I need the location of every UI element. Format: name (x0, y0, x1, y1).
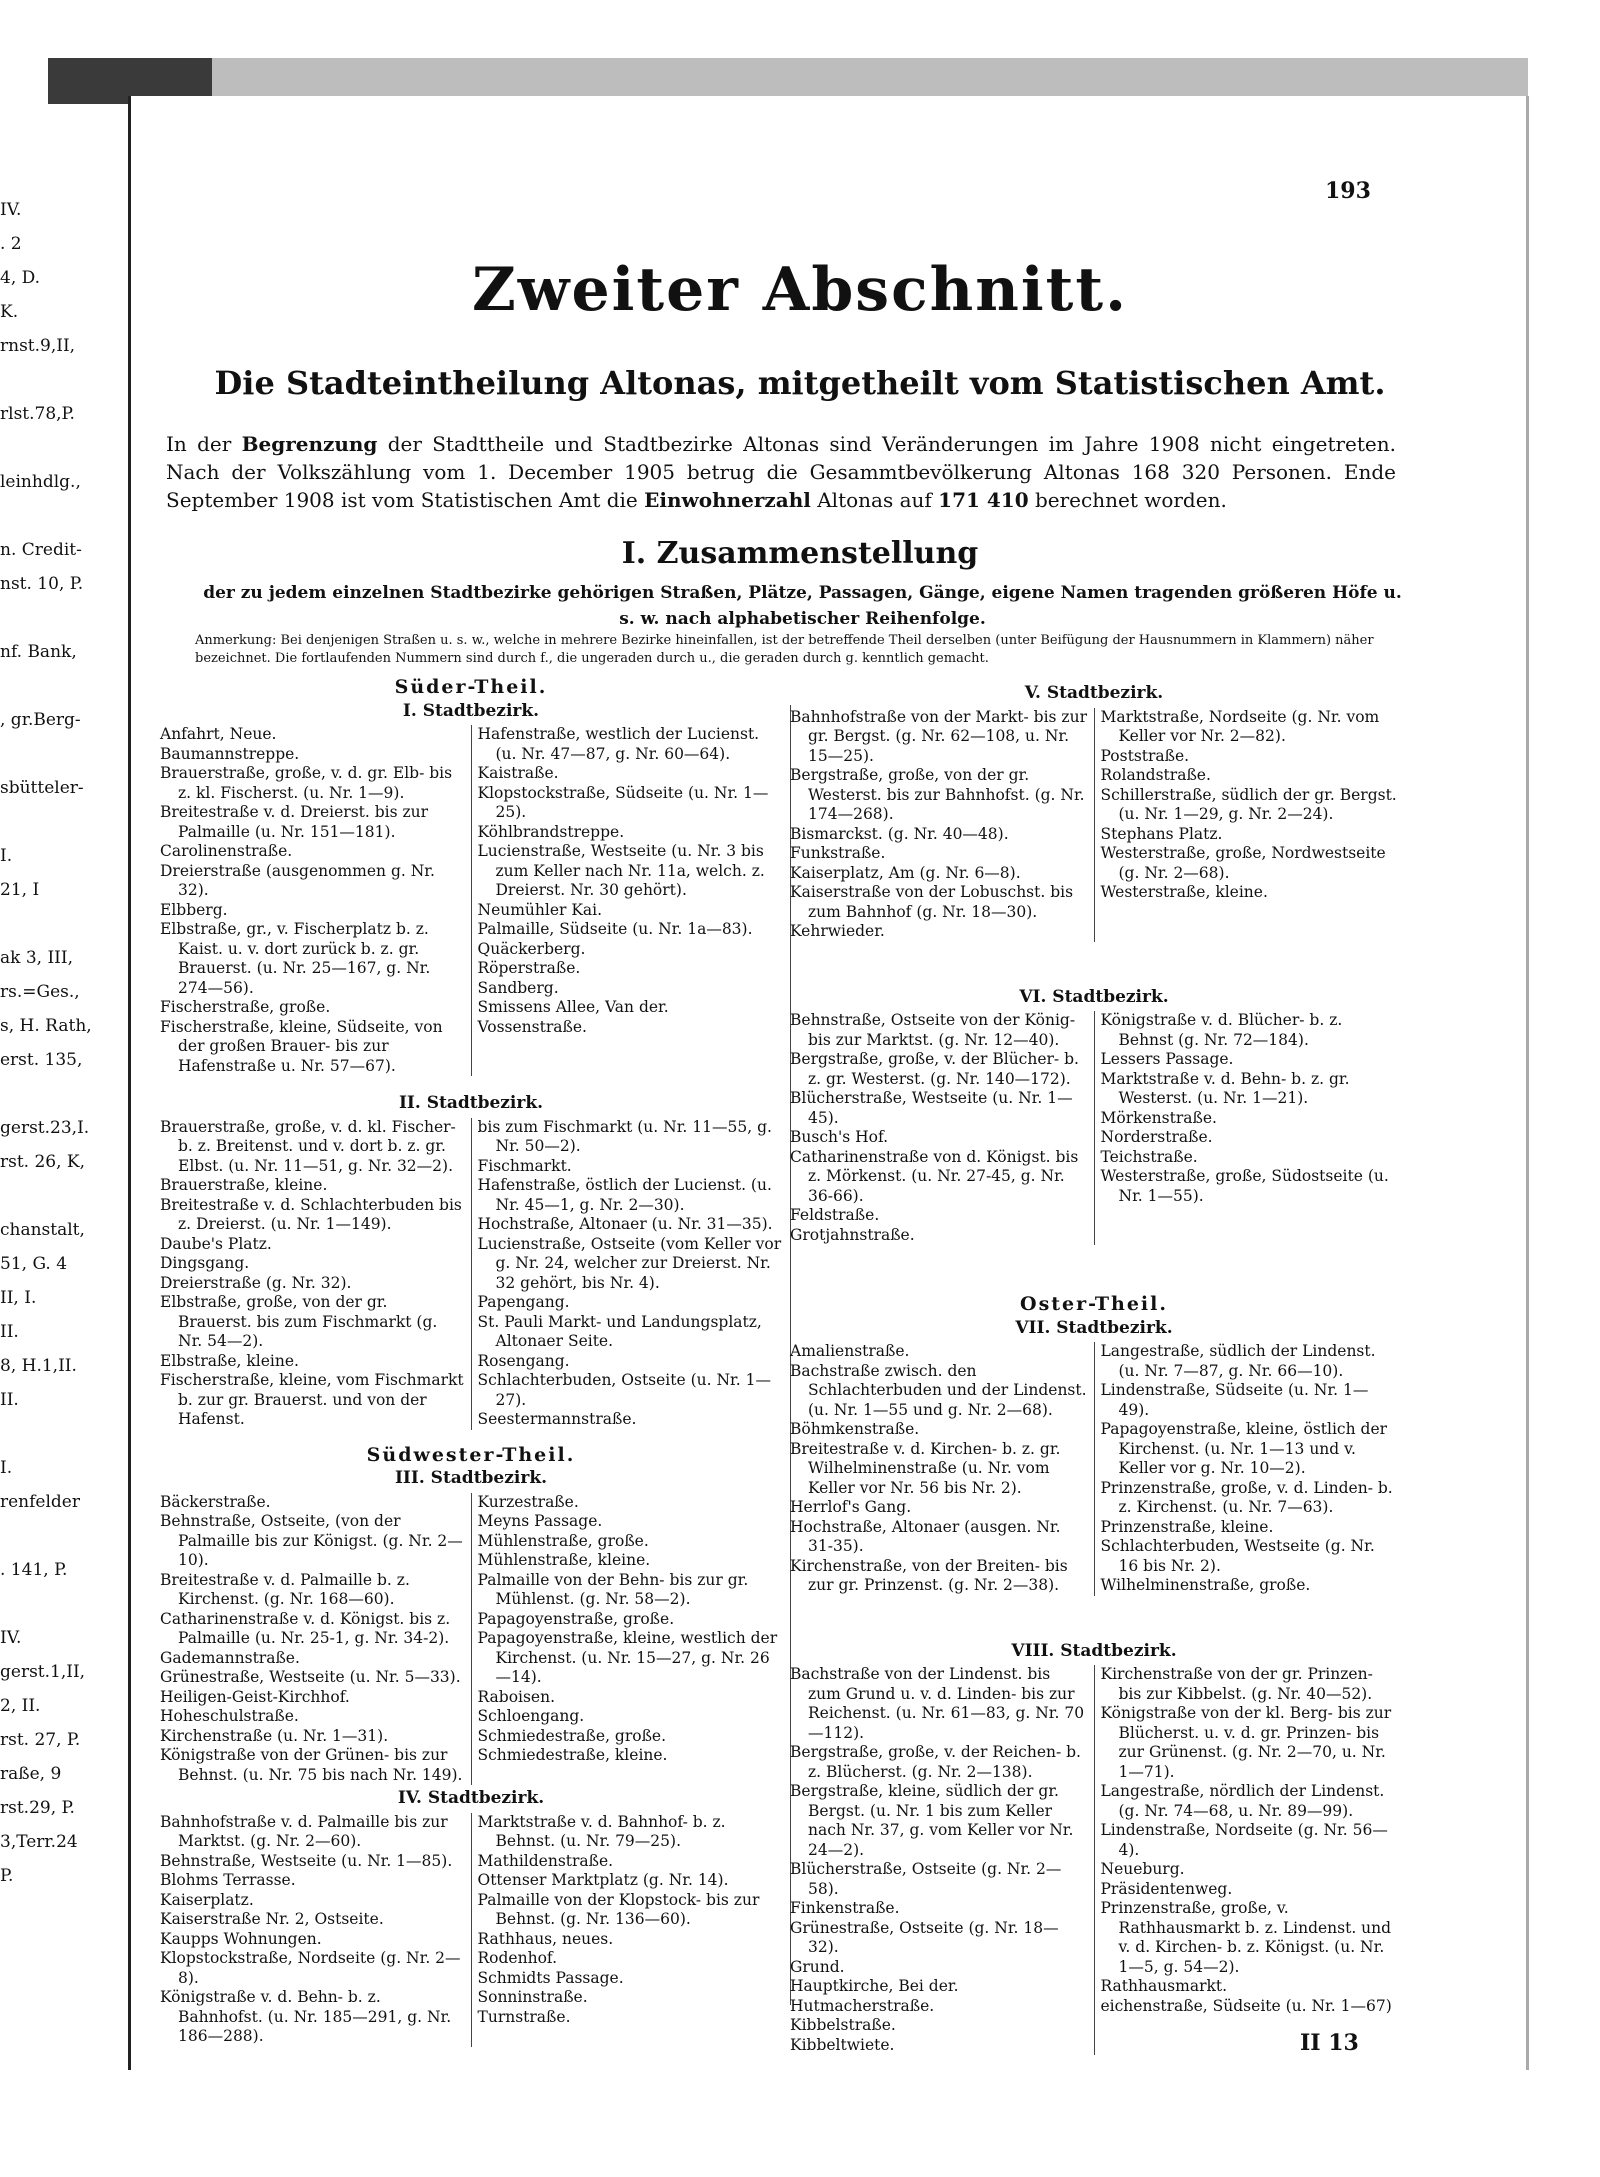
strip-fragment: P. (0, 1866, 14, 1886)
street-entry: Neueburg. (1100, 1860, 1185, 1878)
street-entry: Böhmkenstraße. (790, 1420, 920, 1438)
street-entry: Königstraße v. d. Blücher- b. z. Behnst (g. Nr. 72—184). (1100, 1011, 1343, 1049)
street-entry: Mathildenstraße. (477, 1851, 614, 1870)
bezirk-1-right (472, 725, 783, 1076)
page-number: 193 (1325, 178, 1371, 204)
strip-fragment: renfelder (0, 1492, 80, 1512)
street-entry: Feldstraße. (790, 1206, 880, 1224)
street-entry: Bahnhofstraße v. d. Palmaille bis zur Marktst. (g. Nr. 2—60). (160, 1812, 448, 1850)
street-entry: Sonninstraße. (477, 1988, 588, 2006)
street-entry: Langestraße, südlich der Lindenst. (u. Nr. 7—87, g. Nr. 66—10). (1100, 1342, 1376, 1380)
strip-fragment (0, 812, 118, 846)
remark-note: Anmerkung: Bei denjenigen Straßen u. s. w., welche in mehrere Bezirke hineinfallen, ist der betreffende Theil derselben (unter Beifügung der Hausnummern in Klammern) näher bezeichnet. Die fortlaufenden Nummern sind durch f., die ungeraden durch u., die geraden durch g. kenntlich gemacht. (195, 633, 1374, 666)
bezirk-4-list (160, 1813, 782, 2047)
bezirk-3-left (160, 1493, 472, 1786)
strip-fragment: rst. 27, P. (0, 1730, 81, 1750)
street-entry: Papagoyenstraße, kleine, östlich der Kirchenst. (u. Nr. 1—13 und v. Keller vor g. Nr. 10—2). (1100, 1420, 1388, 1477)
street-entry: eichenstraße, Südseite (u. Nr. 1—67) (1100, 1996, 1392, 2015)
street-entry: Dingsgang. (160, 1254, 250, 1272)
street-entry: Grünestraße, Ostseite (g. Nr. 18—32). (790, 1918, 1059, 1956)
street-entry: Rosengang. (477, 1351, 570, 1370)
bezirk-3-list (160, 1493, 782, 1786)
street-entry: Langestraße, nördlich der Lindenst. (g. Nr. 74—68, u. Nr. 89—99). (1100, 1782, 1385, 1820)
street-entry: Köhlbrandstreppe. (477, 822, 625, 841)
street-entry: Bahnhofstraße von der Markt- bis zur gr. Bergst. (g. Nr. 62—108, u. Nr. 15—25). (790, 707, 1087, 765)
street-entry: Königstraße von der kl. Berg- bis zur Blücherst. u. v. d. gr. Prinzen- bis zur Grünenst. (g. Nr. 2—70, u. Nr. 1—71). (1100, 1704, 1392, 1781)
street-entry: Breitestraße v. d. Schlachterbuden bis z. Dreierst. (u. Nr. 1—149). (160, 1195, 462, 1233)
street-entry: Brauerstraße, große, v. d. gr. Elb- bis z. kl. Fischerst. (u. Nr. 1—9). (160, 764, 453, 802)
street-entry: Vossenstraße. (477, 1017, 587, 1036)
street-entry: Bergstraße, kleine, südlich der gr. Bergst. (u. Nr. 1 bis zum Keller nach Nr. 37, g. vom Keller vor Nr. 24—2). (790, 1782, 1074, 1859)
bezirk-6-list (790, 1011, 1398, 1245)
street-entry: Prinzenstraße, große, v. d. Linden- b. z. Kirchenst. (u. Nr. 7—63). (1100, 1478, 1393, 1516)
strip-fragment: II, I. (0, 1288, 37, 1308)
street-entry: Elbstraße, große, von der gr. Brauerst. bis zum Fischmarkt (g. Nr. 54—2). (160, 1293, 438, 1350)
street-entry: Bäckerstraße. (160, 1492, 271, 1511)
street-entry: Klopstockstraße, Südseite (u. Nr. 1—25). (477, 783, 769, 821)
street-entry: Rodenhof. (477, 1949, 558, 1967)
street-entry: Brauerstraße, kleine. (160, 1176, 328, 1194)
bezirk-2-list (160, 1118, 782, 1430)
bezirk-8-right (1095, 1665, 1399, 2055)
street-entry: Quäckerberg. (477, 939, 586, 958)
street-entry: Norderstraße. (1100, 1128, 1213, 1146)
street-entry: Marktstraße, Nordseite (g. Nr. vom Keller vor Nr. 2—82). (1100, 707, 1380, 745)
strip-fragment: . 141, P. (0, 1560, 68, 1580)
street-entry: Bergstraße, große, v. der Blücher- b. z. gr. Westerst. (g. Nr. 140—172). (790, 1050, 1079, 1088)
signature-mark: II 13 (1300, 2030, 1359, 2056)
strip-fragment: , gr.Berg- (0, 710, 81, 730)
street-entry: Baumannstreppe. (160, 744, 300, 763)
street-entry: Fischerstraße, kleine, vom Fischmarkt b. zur gr. Brauerst. und von der Hafenst. (160, 1371, 464, 1428)
bezirk-2-right (472, 1118, 783, 1430)
street-entry: Westerstraße, große, Nordwestseite (g. Nr. 2—68). (1100, 844, 1386, 882)
strip-fragment: s, H. Rath, (0, 1016, 92, 1036)
intro-paragraph: In der Begrenzung der Stadttheile und Stadtbezirke Altonas sind Veränderungen im Jahre 1908 nicht eingetreten. Nach der Volkszählung vom 1. December 1905 betrug die Gesammtbevölkerung Altonas 168 320 Personen. Ende September 1908 ist vom Statistischen Amt die Einwohnerzahl Altonas auf 171 410 berechnet worden. (166, 432, 1396, 512)
bezirk-8-heading: VIII. Stadtbezirk. (1011, 1640, 1177, 1661)
strip-fragment: 4, D. (0, 268, 41, 288)
strip-fragment: ak 3, III, (0, 948, 74, 968)
bezirk-5-heading: V. Stadtbezirk. (1024, 683, 1164, 703)
street-entry: Amalienstraße. (790, 1342, 910, 1360)
strip-fragment: II. (0, 1322, 19, 1342)
street-entry: Rolandstraße. (1100, 766, 1211, 784)
street-entry: Westerstraße, kleine. (1100, 883, 1268, 901)
bezirk-6-right (1095, 1011, 1399, 1245)
street-entry: Prinzenstraße, große, v. Rathhausmarkt b. z. Lindenst. und v. d. Kirchen- b. z. Königst. (u. Nr. 1—5, g. 54—2). (1100, 1899, 1392, 1976)
strip-fragment: 3,Terr.24 (0, 1832, 78, 1852)
street-entry: Kaiserstraße Nr. 2, Ostseite. (160, 1910, 384, 1928)
street-entry: Lucienstraße, Westseite (u. Nr. 3 bis zum Keller nach Nr. 11a, welch. z. Dreierst. Nr. 30 gehört). (477, 842, 765, 899)
bezirk-5-right (1095, 708, 1399, 942)
street-entry: Lindenstraße, Südseite (u. Nr. 1—49). (1100, 1381, 1369, 1419)
street-entry: Palmaille von der Behn- bis zur gr. Mühlenst. (g. Nr. 58—2). (477, 1570, 749, 1608)
street-entry: Fischmarkt. (477, 1156, 572, 1175)
street-entry: Breitestraße v. d. Dreierst. bis zur Palmaille (u. Nr. 151—181). (160, 803, 429, 841)
bezirk-5-list (790, 708, 1398, 942)
street-entry: Bergstraße, große, v. der Reichen- b. z. Blücherst. (g. Nr. 2—138). (790, 1743, 1081, 1781)
street-entry: Blücherstraße, Westseite (u. Nr. 1—45). (790, 1089, 1073, 1127)
street-entry: Stephans Platz. (1100, 824, 1223, 843)
street-entry: Hauptkirche, Bei der. (790, 1977, 959, 1995)
street-entry: Fischerstraße, große. (160, 998, 331, 1016)
street-entry: Seestermannstraße. (477, 1410, 637, 1428)
street-entry: Schlachterbuden, Westseite (g. Nr. 16 bis Nr. 2). (1100, 1537, 1375, 1575)
street-entry: Neumühler Kai. (477, 900, 603, 919)
strip-fragment (0, 1526, 118, 1560)
street-entry: Grund. (790, 1957, 845, 1976)
bezirk-8-list (790, 1665, 1398, 2055)
street-entry: Lessers Passage. (1100, 1050, 1234, 1068)
street-entry: Hochstraße, Altonaer (u. Nr. 31—35). (477, 1215, 773, 1233)
street-entry: Bachstraße von der Lindenst. bis zum Grund u. v. d. Linden- bis zur Reichenst. (u. Nr. 61—83, g. Nr. 70—112). (790, 1665, 1085, 1742)
page-title: Zweiter Abschnitt. (472, 255, 1128, 325)
street-entry: Dreierstraße (g. Nr. 32). (160, 1273, 352, 1292)
street-entry: Meyns Passage. (477, 1512, 603, 1530)
strip-fragment: leinhdlg., (0, 472, 81, 492)
street-entry: Lucienstraße, Ostseite (vom Keller vor g. Nr. 24, welcher zur Dreierst. Nr. 32 gehört, bis Nr. 4). (477, 1234, 782, 1292)
street-entry: Raboisen. (477, 1687, 556, 1706)
strip-fragment: 2, II. (0, 1696, 41, 1716)
left-column (160, 678, 782, 2047)
street-entry: Daube's Platz. (160, 1234, 272, 1253)
strip-fragment: IV. (0, 1628, 22, 1648)
street-entry: Prinzenstraße, kleine. (1100, 1517, 1274, 1536)
street-entry: Behnstraße, Westseite (u. Nr. 1—85). (160, 1851, 453, 1870)
bezirk-2-left (160, 1118, 472, 1430)
street-entry: Finkenstraße. (790, 1899, 900, 1917)
strip-fragment: rs.=Ges., (0, 982, 80, 1002)
street-entry: Lindenstraße, Nordseite (g. Nr. 56—4). (1100, 1821, 1388, 1859)
strip-fragment: II. (0, 1390, 19, 1410)
street-entry: Kaupps Wohnungen. (160, 1929, 322, 1948)
street-entry: Blohms Terrasse. (160, 1871, 296, 1889)
street-entry: Anfahrt, Neue. (160, 725, 277, 743)
street-entry: Rathhausmarkt. (1100, 1977, 1228, 1995)
street-entry: Carolinenstraße. (160, 842, 293, 860)
street-entry: Kirchenstraße, von der Breiten- bis zur gr. Prinzenst. (g. Nr. 2—38). (790, 1556, 1068, 1594)
street-entry: Marktstraße v. d. Bahnhof- b. z. Behnst. (u. Nr. 79—25). (477, 1812, 726, 1850)
street-entry: Behnstraße, Ostseite von der König- bis zur Marktst. (g. Nr. 12—40). (790, 1011, 1076, 1049)
street-entry: Herrlof's Gang. (790, 1498, 912, 1516)
street-entry: Kehrwieder. (790, 922, 885, 940)
street-entry: Hoheschulstraße. (160, 1707, 299, 1725)
street-entry: Westerstraße, große, Südostseite (u. Nr. 1—55). (1100, 1167, 1389, 1205)
bezirk-7-left (790, 1342, 1095, 1596)
street-entry: Mühlenstraße, große. (477, 1531, 649, 1550)
street-entry: Sandberg. (477, 978, 559, 997)
strip-fragment (0, 744, 118, 778)
page-subtitle: Die Stadteintheilung Altonas, mitgetheilt vom Statistischen Amt. (214, 364, 1386, 402)
strip-fragment: 51, G. 4 (0, 1254, 68, 1274)
strip-fragment (0, 506, 118, 540)
strip-fragment: . 2 (0, 234, 22, 254)
street-entry: Bismarckst. (g. Nr. 40—48). (790, 824, 1009, 843)
strip-fragment: gerst.1,II, (0, 1662, 86, 1682)
street-entry: Kaiserplatz. (160, 1890, 254, 1909)
street-entry: Rathhaus, neues. (477, 1929, 614, 1948)
street-entry: bis zum Fischmarkt (u. Nr. 11—55, g. Nr. 50—2). (477, 1117, 772, 1155)
street-entry: Wilhelminenstraße, große. (1100, 1576, 1311, 1594)
street-entry: Poststraße. (1100, 746, 1190, 765)
street-entry: Kirchenstraße (u. Nr. 1—31). (160, 1726, 389, 1745)
bezirk-6-heading: VI. Stadtbezirk. (1019, 986, 1169, 1007)
street-entry: Brauerstraße, große, v. d. kl. Fischer- b. z. Breitenst. und v. dort b. z. gr. Elbst. (u. Nr. 11—51, g. Nr. 32—2). (160, 1117, 456, 1175)
strip-fragment: rst. 26, K, (0, 1152, 86, 1172)
bezirk-2-heading: II. Stadtbezirk. (398, 1093, 544, 1113)
street-entry: Funkstraße. (790, 844, 886, 862)
street-entry: Grotjahnstraße. (790, 1225, 915, 1244)
section-title: I. Zusammenstellung (621, 536, 979, 571)
street-entry: Schloengang. (477, 1707, 585, 1725)
street-entry: Palmaille von der Klopstock- bis zur Behnst. (g. Nr. 136—60). (477, 1890, 760, 1928)
street-entry: Teichstraße. (1100, 1147, 1198, 1166)
street-entry: Blücherstraße, Ostseite (g. Nr. 2—58). (790, 1860, 1062, 1898)
street-entry: Heiligen-Geist-Kirchhof. (160, 1687, 350, 1706)
street-entry: Ottenser Marktplatz (g. Nr. 14). (477, 1871, 729, 1889)
bezirk-4-left (160, 1813, 472, 2047)
street-entry: Behnstraße, Ostseite, (von der Palmaille bis zur Königst. (g. Nr. 2—10). (160, 1512, 463, 1569)
strip-fragment: chanstalt, (0, 1220, 85, 1240)
strip-fragment (0, 1186, 118, 1220)
street-entry: Hochstraße, Altonaer (ausgen. Nr. 31-35). (790, 1517, 1061, 1555)
street-entry: Gademannstraße. (160, 1648, 300, 1667)
strip-fragment: raße, 9 (0, 1764, 62, 1784)
strip-fragment: erst. 135, (0, 1050, 83, 1070)
oster-teil-heading: Oster-Theil. (1020, 1293, 1168, 1315)
bezirk-7-heading: VII. Stadtbezirk. (1015, 1317, 1173, 1338)
street-entry: Klopstockstraße, Nordseite (g. Nr. 2—8). (160, 1949, 461, 1987)
street-entry: Schmiedestraße, kleine. (477, 1746, 668, 1764)
street-entry: Elbstraße, kleine. (160, 1351, 299, 1370)
bezirk-1-heading: I. Stadtbezirk. (402, 700, 540, 721)
strip-fragment: I. (0, 1458, 13, 1478)
strip-fragment: gerst.23,I. (0, 1118, 90, 1138)
street-entry: Schlachterbuden, Ostseite (u. Nr. 1—27). (477, 1371, 771, 1409)
section-subtitle: der zu jedem einzelnen Stadtbezirke gehörigen Straßen, Plätze, Passagen, Gänge, eigene Namen tragenden größeren Höfe u. s. w. nach alphabetischer Reihenfolge. (203, 583, 1402, 629)
bezirk-7-list (790, 1342, 1398, 1596)
street-entry: Palmaille, Südseite (u. Nr. 1a—83). (477, 920, 753, 938)
street-entry: Elbberg. (160, 900, 228, 919)
street-entry: Kurzestraße. (477, 1492, 579, 1511)
bezirk-6-left (790, 1011, 1095, 1245)
strip-fragment (0, 914, 118, 948)
strip-fragment: IV. (0, 200, 22, 220)
street-entry: Fischerstraße, kleine, Südseite, von der großen Brauer- bis zur Hafenstraße u. Nr. 57—67). (160, 1017, 443, 1075)
street-entry: Turnstraße. (477, 2007, 571, 2026)
bezirk-4-heading: IV. Stadtbezirk. (397, 1788, 545, 1808)
strip-fragment: rnst.9,II, (0, 336, 76, 356)
bezirk-1-left (160, 725, 472, 1076)
street-entry: Busch's Hof. (790, 1128, 889, 1146)
sudwester-teil-heading: Südwester-Theil. (366, 1443, 576, 1466)
street-entry: St. Pauli Markt- und Landungsplatz, Altonaer Seite. (477, 1312, 762, 1350)
strip-fragment (0, 608, 118, 642)
street-entry: Königstraße v. d. Behn- b. z. Bahnhofst. (u. Nr. 185—291, g. Nr. 186—288). (160, 1988, 452, 2045)
bezirk-7-right (1095, 1342, 1399, 1596)
street-entry: Papengang. (477, 1293, 570, 1311)
street-entry: Kirchenstraße von der gr. Prinzen- bis zur Kibbelst. (g. Nr. 40—52). (1100, 1665, 1373, 1703)
street-entry: Hafenstraße, westlich der Lucienst. (u. Nr. 47—87, g. Nr. 60—64). (477, 725, 760, 763)
street-entry: Schillerstraße, südlich der gr. Bergst. (u. Nr. 1—29, g. Nr. 2—24). (1100, 785, 1397, 823)
street-entry: Papagoyenstraße, kleine, westlich der Kirchenst. (u. Nr. 15—27, g. Nr. 26—14). (477, 1629, 778, 1686)
street-entry: Königstraße von der Grünen- bis zur Behnst. (u. Nr. 75 bis nach Nr. 149). (160, 1746, 463, 1784)
bezirk-5-left (790, 708, 1095, 942)
street-entry: Catharinenstraße v. d. Königst. bis z. Palmaille (u. Nr. 25-1, g. Nr. 34-2). (160, 1609, 451, 1647)
street-entry: Mühlenstraße, kleine. (477, 1551, 651, 1569)
right-column (790, 684, 1398, 2055)
street-entry: Kibbeltwiete. (790, 2035, 895, 2054)
street-entry: Hutmacherstraße. (790, 1996, 935, 2015)
suder-teil-heading: Süder-Theil. (394, 676, 548, 698)
strip-fragment (0, 676, 118, 710)
street-entry: Hafenstraße, östlich der Lucienst. (u. Nr. 45—1, g. Nr. 2—30). (477, 1176, 772, 1214)
street-entry: Breitestraße v. d. Kirchen- b. z. gr. Wilhelminenstraße (u. Nr. vom Keller vor Nr. 56 bis Nr. 2). (790, 1439, 1061, 1497)
bezirk-8-left (790, 1665, 1095, 2055)
strip-fragment: 8, H.1,II. (0, 1356, 77, 1376)
street-entry: Schmidts Passage. (477, 1968, 624, 1987)
street-entry: Röperstraße. (477, 959, 581, 977)
bezirk-3-heading: III. Stadtbezirk. (394, 1468, 548, 1488)
street-entry: Kaiserplatz, Am (g. Nr. 6—8). (790, 863, 1021, 882)
street-entry: Elbstraße, gr., v. Fischerplatz b. z. Kaist. u. v. dort zurück b. z. gr. Brauerst. (u. Nr. 25—167, g. Nr. 274—56). (160, 920, 431, 997)
bezirk-1-list (160, 725, 782, 1076)
strip-fragment: I. (0, 846, 13, 866)
street-entry: Präsidentenweg. (1100, 1879, 1233, 1898)
strip-fragment: rst.29, P. (0, 1798, 75, 1818)
street-entry: Smissens Allee, Van der. (477, 998, 669, 1016)
street-entry: Marktstraße v. d. Behn- b. z. gr. Westerst. (u. Nr. 1—21). (1100, 1069, 1350, 1107)
street-entry: Dreierstraße (ausgenommen g. Nr. 32). (160, 861, 435, 899)
street-entry: Kaiserstraße von der Lobuschst. bis zum Bahnhof (g. Nr. 18—30). (790, 883, 1074, 921)
strip-fragment (0, 1084, 118, 1118)
street-entry: Bergstraße, große, von der gr. Westerst. bis zur Bahnhofst. (g. Nr. 174—268). (790, 766, 1085, 823)
strip-fragment (0, 438, 118, 472)
street-entry: Bachstraße zwisch. den Schlachterbuden und der Lindenst. (u. Nr. 1—55 und g. Nr. 2—68). (790, 1361, 1087, 1419)
strip-fragment: sbütteler- (0, 778, 84, 798)
street-entry: Kaistraße. (477, 764, 559, 782)
street-entry: Kibbelstraße. (790, 2016, 896, 2034)
bezirk-3-right (472, 1493, 783, 1786)
street-entry: Grünestraße, Westseite (u. Nr. 5—33). (160, 1668, 461, 1686)
strip-fragment: nf. Bank, (0, 642, 77, 662)
strip-fragment: rlst.78,P. (0, 404, 75, 424)
strip-fragment: 21, I (0, 880, 40, 900)
street-entry: Schmiedestraße, große. (477, 1726, 667, 1745)
street-entry: Mörkenstraße. (1100, 1108, 1217, 1127)
street-entry: Papagoyenstraße, große. (477, 1609, 675, 1628)
strip-fragment (0, 1594, 118, 1628)
strip-fragment: n. Credit- (0, 540, 82, 560)
bezirk-4-right (472, 1813, 783, 2047)
street-entry: Catharinenstraße von d. Königst. bis z. Mörkenst. (u. Nr. 27-45, g. Nr. 36-66). (790, 1147, 1079, 1205)
strip-fragment: nst. 10, P. (0, 574, 84, 594)
strip-fragment (0, 1424, 118, 1458)
strip-fragment: K. (0, 302, 19, 322)
street-entry: Breitestraße v. d. Palmaille b. z. Kirchenst. (g. Nr. 168—60). (160, 1570, 410, 1608)
